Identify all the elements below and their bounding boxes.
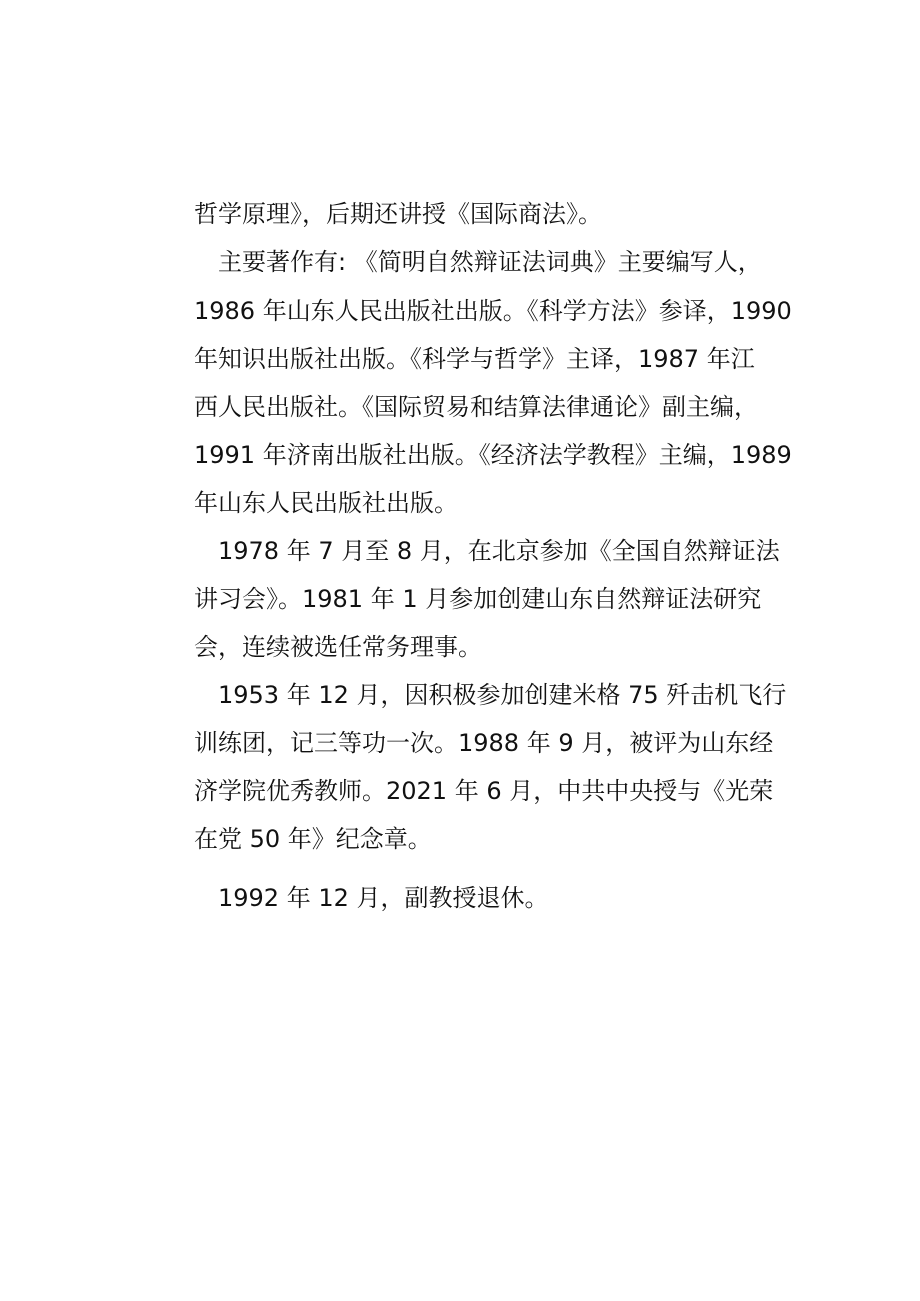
text-line-content: 年知识出版社出版。《科学与哲学》主译，1987 年江 <box>194 345 755 373</box>
text-line-content: 西人民出版社。《国际贸易和结算法律通论》副主编， <box>194 393 758 421</box>
text-line-content: 讲习会》。1981 年 1 月参加创建山东自然辩证法研究 <box>194 585 762 613</box>
text-line-content: 会，连续被选任常务理事。 <box>194 633 482 661</box>
text-line-content: 主要著作有: 《简明自然辩证法词典》主要编写人， <box>218 248 762 276</box>
text-line-content: 年山东人民出版社出版。 <box>194 489 458 517</box>
text-line-content: 1978 年 7 月至 8 月，在北京参加《全国自然辩证法 <box>218 537 780 565</box>
text-line-content: 1991 年济南出版社出版。《经济法学教程》主编，1989 <box>194 441 792 469</box>
text-line-content: 1953 年 12 月，因积极参加创建米格 75 歼击机飞行 <box>218 681 787 709</box>
text-line-content: 济学院优秀教师。2021 年 6 月，中共中央授与《光荣 <box>194 777 774 805</box>
text-line-content: 1986 年山东人民出版社出版。《科学方法》参译，1990 <box>194 297 792 325</box>
text-line-content: 哲学原理》，后期还讲授《国际商法》。 <box>194 200 602 228</box>
text-line-content: 在党 50 年》纪念章。 <box>194 825 432 853</box>
text-line-content: 训练团，记三等功一次。1988 年 9 月，被评为山东经 <box>194 729 774 757</box>
text-line-content: 1992 年 12 月，副教授退休。 <box>218 884 549 912</box>
